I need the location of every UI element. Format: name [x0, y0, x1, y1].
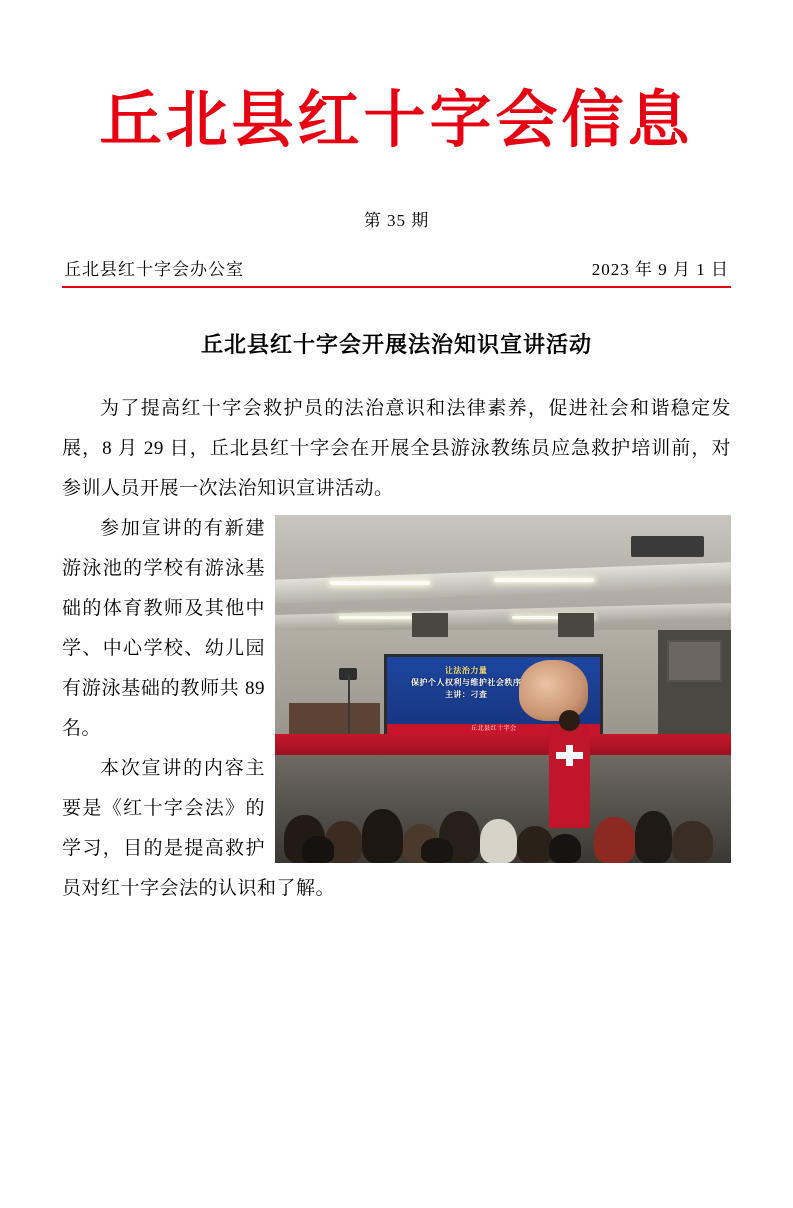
- article-body: [62, 389, 731, 909]
- photo-air-conditioner: [631, 536, 704, 557]
- issue-number: 第 35 期: [363, 211, 430, 231]
- photo-wall-speaker-right: [558, 613, 594, 637]
- article-title: 丘北县红十字会开展法治知识宣讲活动: [200, 332, 592, 359]
- photo-ceiling-light: [494, 578, 594, 582]
- paragraph-1: 为了提高红十字会救护员的法治意识和法律素养，促进社会和谐稳定发展，8 月 29 日，丘北县红十字会在开展全县游泳教练员应急救护培训前，对参训人员开展一次法治知识宣讲活动。: [62, 398, 731, 500]
- paragraph-2: 参加宣讲的有新建游泳池的学校有游泳基础的体育教师及其他中学、中心学校、幼儿园有游泳基础的教师共 89 名。: [62, 518, 265, 740]
- audience-person: [302, 836, 334, 863]
- photo-wall-speaker-left: [412, 613, 448, 637]
- photo-ceiling-light: [330, 581, 430, 585]
- slide-footer: 丘北县红十字会: [387, 724, 600, 735]
- paragraph-3: 本次宣讲的内容主要是《红十字会法》的学习，目的是提高救护员对红十字会法的认识和了解。: [62, 758, 336, 900]
- document-page: [0, 83, 793, 1208]
- publish-date: 2023 年 9 月 1 日: [591, 260, 729, 280]
- issuing-office: 丘北县红十字会办公室: [64, 260, 244, 280]
- photo-presenter-head: [559, 710, 580, 731]
- photo-slide-text: [400, 665, 532, 701]
- page-title: 丘北县红十字会信息: [99, 83, 694, 156]
- audience-person: [480, 819, 516, 863]
- photo-window: [667, 640, 722, 682]
- photo-ceiling-light: [339, 616, 421, 619]
- photo-stage-band: [275, 734, 731, 755]
- header-divider: [62, 286, 731, 288]
- slide-line-1: 让法治力量: [444, 666, 488, 676]
- audience-person: [362, 809, 403, 863]
- audience-person: [421, 838, 453, 863]
- audience-person: [549, 834, 581, 863]
- document-meta: [62, 255, 731, 286]
- photo-audience: [275, 759, 731, 863]
- audience-person: [672, 821, 713, 863]
- audience-person: [517, 826, 553, 864]
- photo-red-cross-horizontal: [556, 752, 583, 759]
- audience-person: [635, 811, 671, 863]
- audience-person: [594, 817, 635, 863]
- slide-line-3: 主讲：刁查: [444, 690, 488, 700]
- lecture-photo: [275, 515, 731, 863]
- slide-line-2: 保护个人权利与维护社会秩序: [410, 678, 522, 688]
